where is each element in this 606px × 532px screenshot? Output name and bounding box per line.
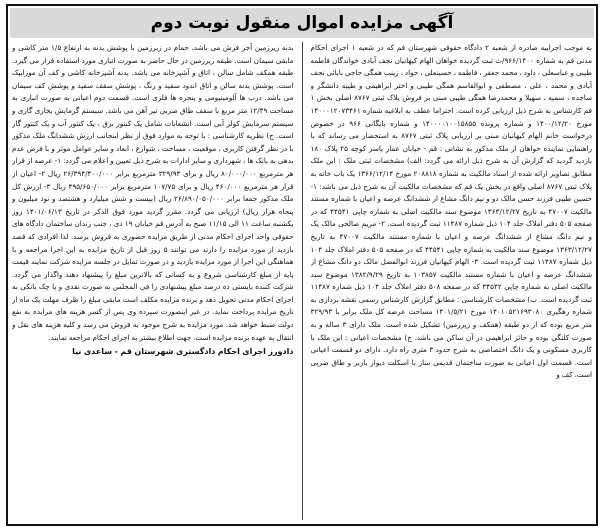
text-column-right	[311, 42, 593, 520]
notice-body	[12, 42, 592, 520]
column-left-text: بدنه زیرزمین آجر فرش می باشد. حمام در زیرزمین با پوشش بدنه به ارتفاع ۱/۵ متر کاشی و مابقی سیمان است. طبقه زیرزمین در حال حاضر به صورت انباری مورد استفاده قرار می گیرد. طبقه همکف شامل سالن ، اتاق و آشپزخانه می باشد. بدنه آشپزخانه کاشی و کف آن موزاییک است. پوشش بدنه سالن و اتاق اندود سفید و رنگ ، پوشش سقف سفید و پوشش کف سیمان می باشد. درب ها آلومینیومی و پنجره ها فلزی است. قسمت دوم اعیانی به صورت انباری به مساحت ۱۲/۴۹ متر مربع با سقف طاق ضربی تیر آهن می باشد. سیستم گرمایش بخاری گازی و سیستم سرمایش کولر آبی است. انشعابات شامل یک کنتور برق ، یک کنتور آب و یک کنتور گاز است. ج) نظریه کارشناسی : با توجه به موارد فوق از نظر اینجانب ارزش ششدانگ ملک مذکور با در نظر گرفتن کاربری ، موقعیت ، مساحت ، شوارع ، ابعاد و سایر عوامل موثر و با فرض عدم بدهی به بانک ها ، شهرداری و سایر ادارات به شرح ذیل تعیین و اعلام می گردد: ۱- عرصه از قرار هر مترمربع ۸۰/۰۰۰/۰۰۰ ریال و برای ۳۲۹/۹۳ مترمربع برابر ۲۶/۳۹۴/۴۰۰/۰۰۰ ریال ۲- اعیان از قرار هر مترمربع ۴۶۰/۰۰۰ ریال و برای ۱۰۷/۷۵ مترمربع برابر ۴۹۵/۶۵۰/۰۰۰ ریال ۳- ارزش کل ملک مذکور جمعا برابر ۲۶/۸۹۰/۰۵۰/۰۰۰ ریال (بیست و شش میلیارد و هشتصد و نود میلیون و پنجاه هزار ریال) ارزیابی می گردد. مقرر گردید مورد فوق الذکر در تاریخ ۱۴۰۱/۰۶/۱۳ روز یکشنبه ساعت ۱۱ الی ۱۱/۱۵ صبح به آدرس قم خیابان ۱۹ دی ، جنب زندان ساختمان دادگاه های حقوقی واحد اجرای احکام مدنی از طریق مزایده حضوری به فروش برسد. لذا افرادی که قصد بازدید از مورد مزایده را دارند می توانند ۵ روز قبل از تاریخ مزایده به این اجرا مراجعه و با هماهنگی این اجرا از مورد مزایده بازدید و در صورت تمایل در جلسه مزایده شرکت نمایند قیمت پایه از مبلغ کارشناسی شروع و به کسانی که بالاترین مبلغ را پیشنهاد دهند واگذار می گردد. شرکت کننده بایستی ده درصد مبلغ پیشنهادی را فی المجلس به صورت نقدی و یا چک بانکی به اجرای احکام مدنی تحویل دهد و برنده مزایده مکلف است مابقی مبلغ را ظرف مهلت یک ماه از تاریخ مزایده پرداخت نماید. در غیر اینصورت سپرده وی پس از کسر هزینه های مزایده به نفع دولت ضبط خواهد شد. مورد مزایده به شرح موجود به فروش می رسد و کلیه هزینه های نقل و انتقال به عهده برنده مزایده است. جهت اطلاع بیشتر به اجرای احکام مراجعه نمایند.	[12, 43, 294, 342]
column-divider	[302, 42, 303, 520]
signature-line: دادورز اجرای احکام دادگستری شهرستان قم - ساعدی نیا	[72, 347, 294, 357]
title-bar	[10, 8, 594, 38]
notice-frame	[6, 4, 598, 526]
column-right-text: به موجب اجراییه صادره از شعبه ۲ دادگاه حقوقی شهرستان قم که در شعبه ۱ اجرای احکام مدنی قم به شماره ۹۶۶/۱۴۰۰/ث ثبت گردیده خواهان الهام کیهانیان نجف آبادی خواندگان فاطمه طیبی و عباسعلی ، داود ، محمد جعفر ، فاطمه ، حسینعلی ، جواد ، زینب همگی حاجی بابائی نجف آبادی و محمد ، علی ، مصطفی و ابوالقاسم همگی طیبی و اختر ابراهیمی و طیبه دانشگر و ساجده ، سمیه ، سهیلا و محمدرضا همگی طیبی مبنی بر فروش پلاک ثبتی ۸۷۶۷ اصلی بخش ۱ قم کارشناس به شرح ذیل ارزیابی کرده است. احتراما عطف به ابلاغیه شماره ۱۴۰۰۰۱۲۰۷۳۴۶۱ مورخ ۱۴۰۰/۱۲/۲۰ و شماره پرونده ۱۴۰۰۰۰۱۰۰۱۵۸۵۵ و شماره بایگانی ۹۶۶ در خصوص درخواست خانم الهام کیهانیان مبنی بر ارزیابی پلاک ثبتی ۸۷۶۷ به استحضار می رساند که با راهنمایی نماینده خواهان از ملک مذکور به نشانی : قم - خیابان عمار یاسر کوچه ۲۵ پلاک ۱۸۰ بازدید گردید که گزارش آن به شرح ذیل ارائه می گردد: الف) مشخصات ثبتی ملک : این ملک مطابق تصاویر ارائه شده از اسناد مالکیت به شماره ۲۰۸۸۱۸ مورخ ۱۳۶۶/۱۲/۱۴ یک باب خانه به پلاک ثبتی ۸۷۶۷ اصلی واقع در بخش یک قم که مشخصات مالکیت آن به شرح ذیل می باشد: ۱- حسین طیبی فرزند حسن مالک دو و نیم دانگ مشاع از ششدانگ عرصه و اعیان با شماره مستند مالکیت ۴۷۰۰۷ به تاریخ ۱۳۶۳/۱۲/۲۷ موضوع سند مالکیت اصلی به شماره چاپی ۴۴۵۴۱ که در صفحه ۵۰۵ دفتر املاک جلد ۱۰۴ ذیل شماره ۱۱۴۸۷ ثبت گردیده است. ۲- مریم صالحی مالک یک و نیم دانگ مشاع از ششدانگ عرصه و اعیان با شماره مستند مالکیت ۴۷۰۰۷ به تاریخ ۱۳۶۳/۱۲/۲۷ موضوع سند مالکیت به شماره چاپی ۴۴۵۴۱ که در صفحه ۵۰۵ دفتر املاک جلد ۱۰۴ ذیل شماره ۱۱۴۸۷ ثبت گردیده است. ۳- الهام کیهانیان فرزند ابوالفضل مالک دو دانگ مشاع از ششدانگ عرصه و اعیان با شماره مستند مالکیت ۱۰۳۸۵۷ به تاریخ ۱۳۸۲/۹/۲۹ موضوع سند مالکیت اصلی به شماره چاپی ۴۴۵۴۲ که در صفحه ۵۰۸ دفتر املاک جلد ۱۰۴ ذیل شماره ۱۱۴۸۷ ثبت گردیده است. ب) مشخصات کارشناسی : مطابق گزارش کارشناس رسمی نقشه برداری به شماره رهگیری ۱۴۰۱۰۵۲۱۶۹۳۰۸۰ مورخ ۱۴۰۱/۵/۲۱ مساحت عرصه کل ملک برابر با ۳۲۹/۹۳ متر مربع بوده که از دو طبقه (همکف و زیرزمین) تشکیل شده است. ملک دارای ۳ ساله و به صورت کلنگی بوده و حائز ابراهیمی در آن ساکن می باشد. ج) مشخصات اعیانی : این ملک با کاربری مسکونی و یک دانگ اختصاصی به شرح حدود ۳ متری راه دارد. دارای دو قسمت اعیانی است. قسمت اول اعیانی به صورت ساختمان قدیمی ساز با اسکلت دیوار باربر و طاق ضربی است. کف و	[310, 43, 592, 380]
text-column-left	[12, 42, 294, 520]
notice-title: آگهی مزایده اموال منقول نوبت دوم	[150, 13, 454, 33]
